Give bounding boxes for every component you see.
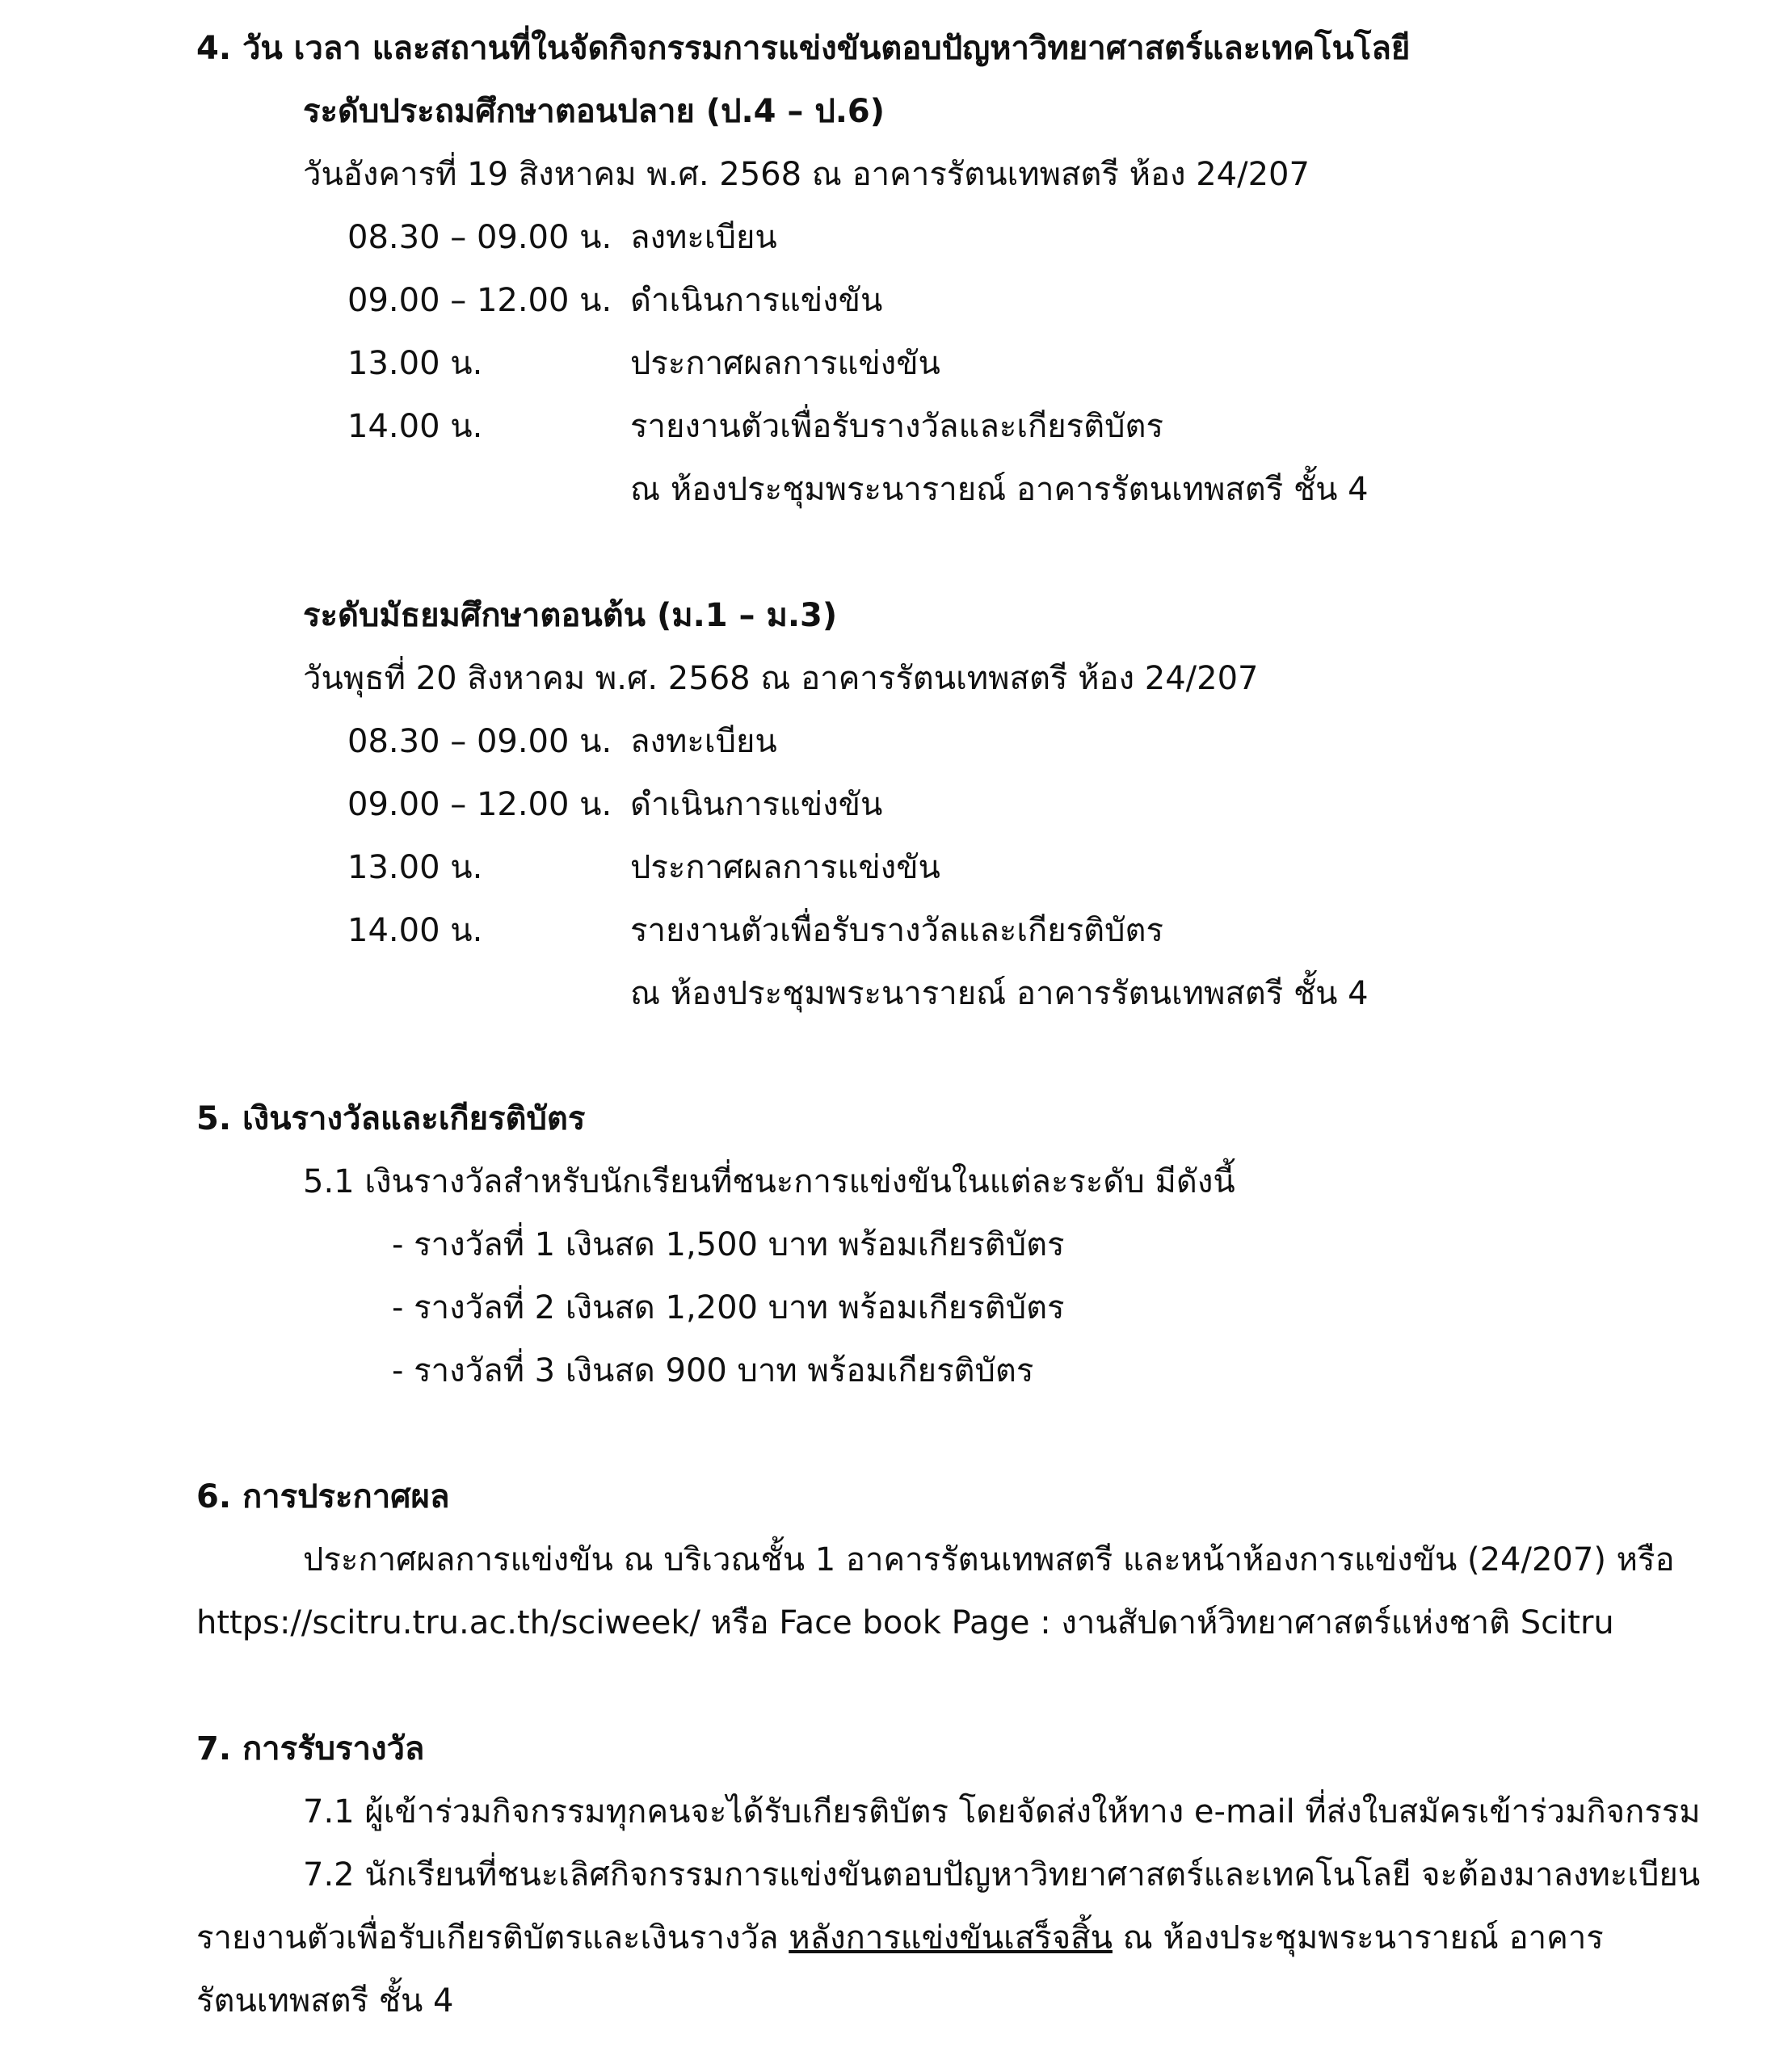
- schedule-time: 13.00 น.: [347, 849, 483, 886]
- schedule-time: 13.00 น.: [347, 345, 483, 382]
- award-item-2-line: [196, 1914, 1604, 1962]
- schedule-activity: ประกาศผลการแข่งขัน: [630, 345, 940, 382]
- secondary-date-venue: วันพุธที่ 20 สิงหาคม พ.ศ. 2568 ณ อาคารรัตนเทพสตรี ห้อง 24/207: [303, 660, 1259, 697]
- schedule-time: 09.00 – 12.00 น.: [347, 282, 612, 319]
- award-item-2-line: 7.2 นักเรียนที่ชนะเลิศกิจกรรมการแข่งขันตอบปัญหาวิทยาศาสตร์และเทคโนโลยี จะต้องมาลงทะเบียน: [303, 1856, 1701, 1894]
- schedule-time: 08.30 – 09.00 น.: [347, 723, 612, 760]
- prize-item: - รางวัลที่ 1 เงินสด 1,500 บาท พร้อมเกียรติบัตร: [392, 1226, 1065, 1263]
- section-4-heading: 4. วัน เวลา และสถานที่ในจัดกิจกรรมการแข่งขันตอบปัญหาวิทยาศาสตร์และเทคโนโลยี: [196, 30, 1411, 67]
- primary-date-venue: วันอังคารที่ 19 สิงหาคม พ.ศ. 2568 ณ อาคารรัตนเทพสตรี ห้อง 24/207: [303, 156, 1310, 193]
- schedule-time: 14.00 น.: [347, 912, 483, 949]
- announcement-line: https://scitru.tru.ac.th/sciweek/ หรือ Face book Page : งานสัปดาห์วิทยาศาสตร์แห่งชาติ Scitru: [196, 1604, 1614, 1641]
- announcement-line: ประกาศผลการแข่งขัน ณ บริเวณชั้น 1 อาคารรัตนเทพสตรี และหน้าห้องการแข่งขัน (24/207) หรือ: [303, 1541, 1675, 1578]
- prize-item: - รางวัลที่ 2 เงินสด 1,200 บาท พร้อมเกียรติบัตร: [392, 1289, 1065, 1326]
- schedule-activity: รายงานตัวเพื่อรับรางวัลและเกียรติบัตร: [630, 912, 1163, 949]
- section-7-heading: 7. การรับรางวัล: [196, 1730, 425, 1767]
- section-5-heading: 5. เงินรางวัลและเกียรติบัตร: [196, 1100, 586, 1137]
- schedule-activity: ดำเนินการแข่งขัน: [630, 282, 883, 319]
- award-text: รายงานตัวเพื่อรับเกียรติบัตรและเงินรางวัล: [196, 1919, 789, 1957]
- schedule-activity: ลงทะเบียน: [630, 723, 777, 760]
- award-text: ณ ห้องประชุมพระนารายณ์ อาคาร: [1112, 1919, 1604, 1957]
- award-item-2-line: รัตนเทพสตรี ชั้น 4: [196, 1982, 454, 2020]
- prize-intro: 5.1 เงินรางวัลสำหรับนักเรียนที่ชนะการแข่งขันในแต่ละระดับ มีดังนี้: [303, 1163, 1235, 1200]
- schedule-time: 08.30 – 09.00 น.: [347, 219, 612, 256]
- primary-venue-note: ณ ห้องประชุมพระนารายณ์ อาคารรัตนเทพสตรี ชั้น 4: [630, 471, 1369, 508]
- schedule-time: 14.00 น.: [347, 408, 483, 445]
- secondary-venue-note: ณ ห้องประชุมพระนารายณ์ อาคารรัตนเทพสตรี ชั้น 4: [630, 975, 1369, 1012]
- section-6-heading: 6. การประกาศผล: [196, 1478, 450, 1515]
- schedule-activity: ประกาศผลการแข่งขัน: [630, 849, 940, 886]
- prize-item: - รางวัลที่ 3 เงินสด 900 บาท พร้อมเกียรติบัตร: [392, 1352, 1034, 1389]
- underlined-deadline: หลังการแข่งขันเสร็จสิ้น: [789, 1919, 1113, 1957]
- secondary-level-heading: ระดับมัธยมศึกษาตอนต้น (ม.1 – ม.3): [303, 597, 838, 634]
- schedule-activity: ลงทะเบียน: [630, 219, 777, 256]
- schedule-activity: ดำเนินการแข่งขัน: [630, 786, 883, 823]
- primary-level-heading: ระดับประถมศึกษาตอนปลาย (ป.4 – ป.6): [303, 93, 885, 130]
- schedule-activity: รายงานตัวเพื่อรับรางวัลและเกียรติบัตร: [630, 408, 1163, 445]
- award-item-1: 7.1 ผู้เข้าร่วมกิจกรรมทุกคนจะได้รับเกียรติบัตร โดยจัดส่งให้ทาง e-mail ที่ส่งใบสมัครเข้าร่วมกิจกรรม: [303, 1793, 1701, 1831]
- schedule-time: 09.00 – 12.00 น.: [347, 786, 612, 823]
